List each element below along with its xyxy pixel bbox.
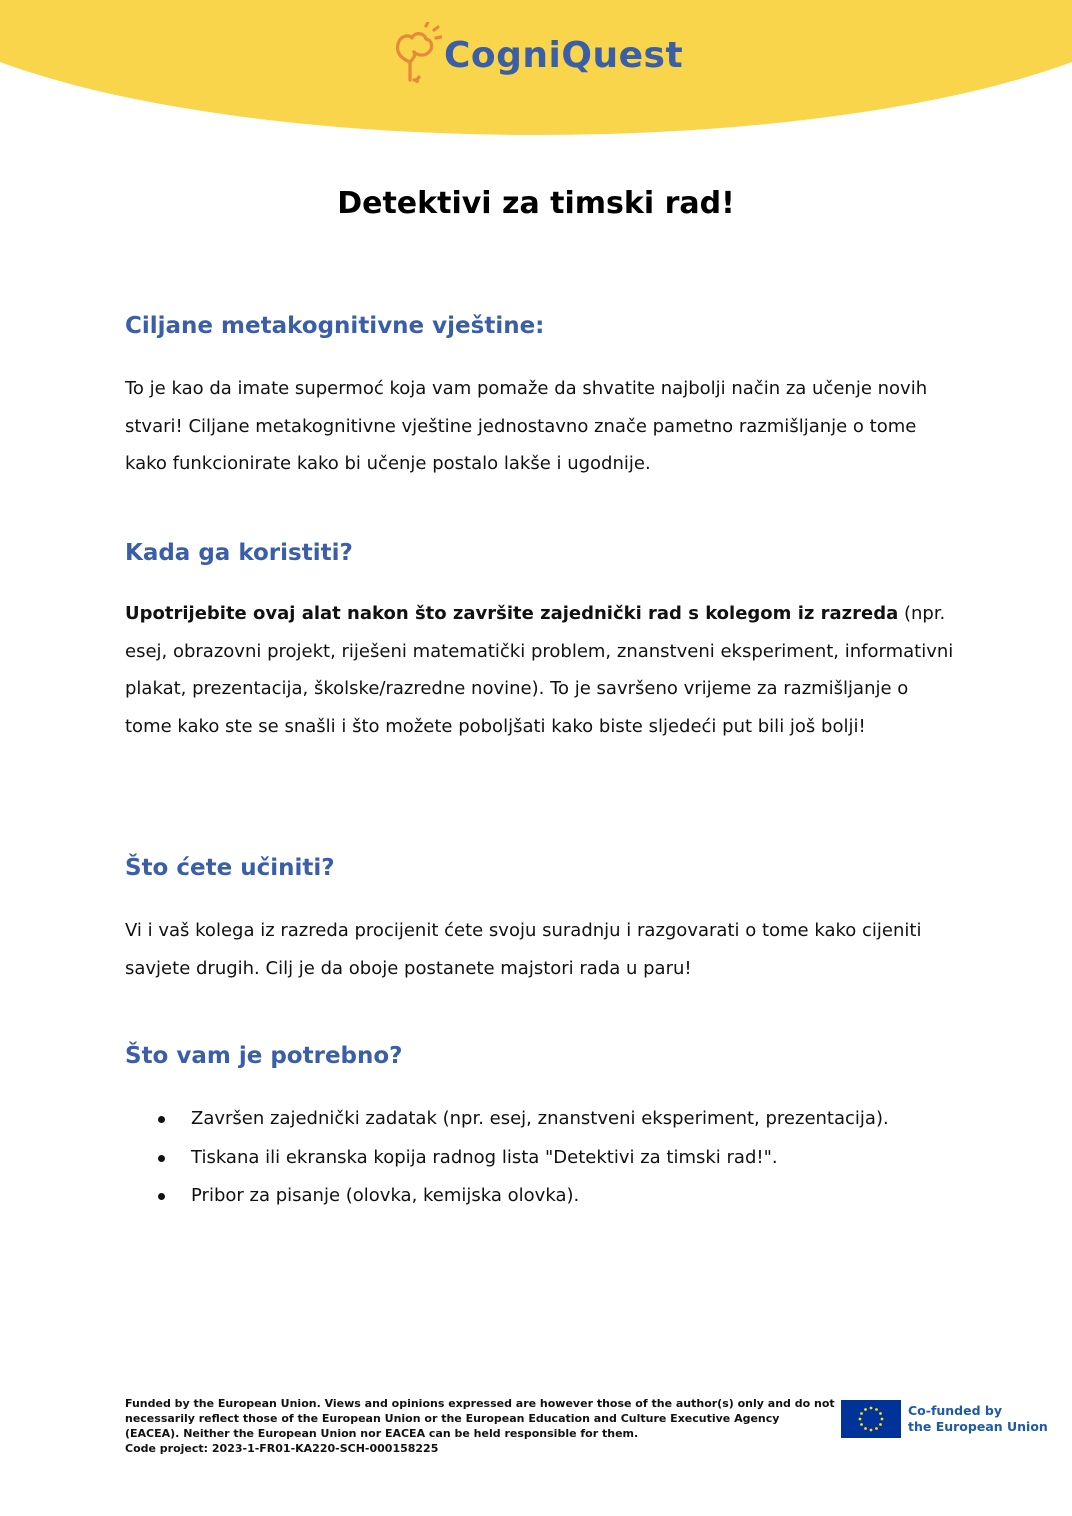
bullet-icon: [158, 1116, 165, 1123]
footer-disclaimer-text: Funded by the European Union. Views and opinions expressed are however those of the author(s) only and do not necessarily reflect those of the European Union or the European Education and Culture Executive Agency (EACEA). Neither the European Union nor EACEA can be held responsible for them.: [125, 1397, 835, 1440]
eu-funding-text: Co-funded by the European Union: [908, 1403, 1048, 1434]
section-text-what: Vi i vaš kolega iz razreda procijenit ćete svoju suradnju i razgovarati o tome kako cijeniti savjete drugih. Cilj je da oboje postanete majstori rada u paru!: [125, 920, 922, 979]
section-text-when-rest: (npr. esej, obrazovni projekt, riješeni matematički problem, znanstveni eksperiment, informativni plakat, prezentacija, školske/razredne novine). To je savršeno vrijeme za razmišljanje o tome kako ste se snašli i što možete poboljšati kako biste sljedeći put bili još bolji!: [125, 603, 954, 737]
footer-disclaimer: [125, 1396, 835, 1456]
needs-list: [125, 1100, 955, 1216]
brand-logo: [390, 22, 683, 88]
list-item: Pribor za pisanje (olovka, kemijska olovka).: [125, 1177, 955, 1216]
footer-code: Code project: 2023-1-FR01-KA220-SCH-000158225: [125, 1442, 439, 1455]
section-heading-skills: Ciljane metakognitivne vještine:: [125, 313, 545, 339]
page-title: Detektivi za timski rad!: [337, 186, 735, 221]
list-item: Tiskana ili ekranska kopija radnog lista "Detektivi za timski rad!".: [125, 1139, 955, 1178]
section-text-when: [125, 595, 955, 745]
bullet-icon: [158, 1193, 165, 1200]
section-text-when-bold: Upotrijebite ovaj alat nakon što završite zajednički rad s kolegom iz razreda: [125, 603, 899, 624]
brain-bulb-icon: [390, 22, 442, 88]
section-heading-needs: Što vam je potrebno?: [125, 1043, 403, 1069]
list-item: Završen zajednički zadatak (npr. esej, znanstveni eksperiment, prezentacija).: [125, 1100, 955, 1139]
brand-name: CogniQuest: [444, 34, 684, 76]
section-heading-when: Kada ga koristiti?: [125, 540, 353, 566]
section-heading-what: Što ćete učiniti?: [125, 855, 335, 881]
eu-flag-icon: [841, 1400, 901, 1438]
section-text-skills: To je kao da imate supermoć koja vam pomaže da shvatite najbolji način za učenje novih stvari! Ciljane metakognitivne vještine jednostavno znače pametno razmišljanje o tome kako funkcionirate kako bi učenje postalo lakše i ugodnije.: [125, 378, 928, 474]
eu-funding-badge: [841, 1400, 1048, 1438]
bullet-icon: [158, 1155, 165, 1162]
